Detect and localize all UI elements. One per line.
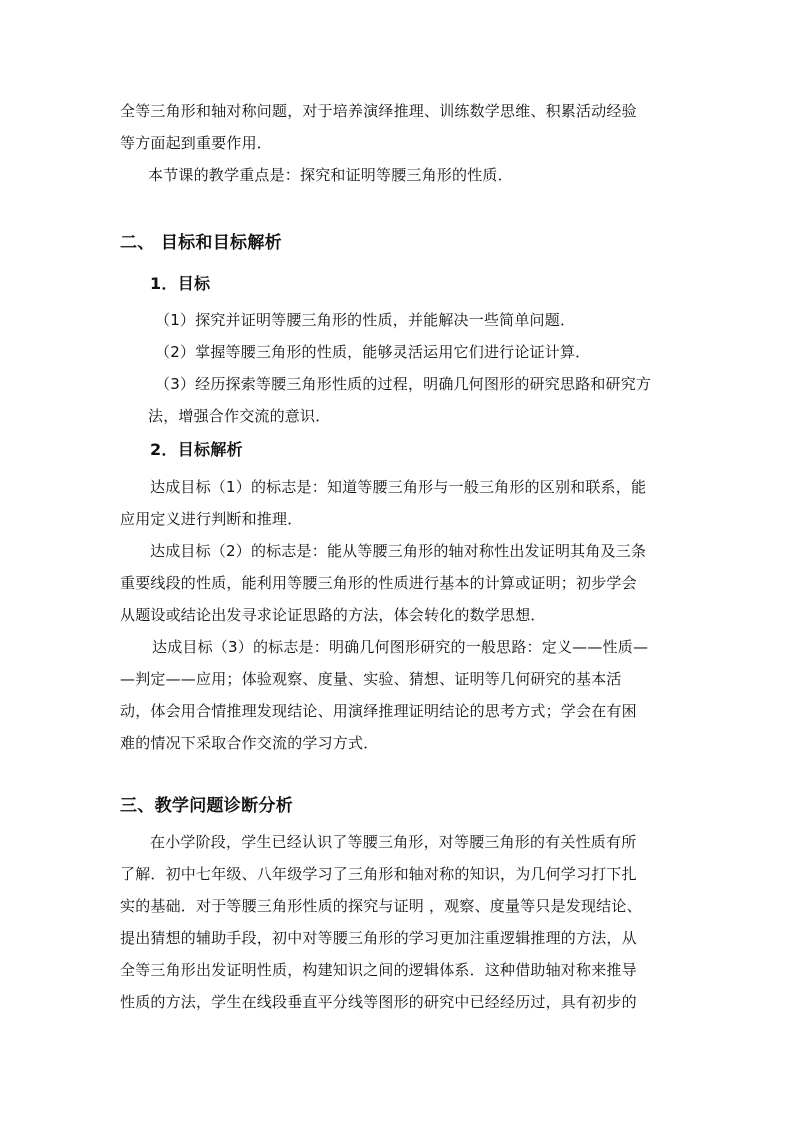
goal-item: 法，增强合作交流的意识． (148, 407, 331, 425)
analysis-line: 从题设或结论出发寻求论证思路的方法，体会转化的数学思想． (120, 606, 546, 624)
diagnosis-line: 了解．初中七年级、八年级学习了三角形和轴对称的知识，为几何学习打下扎 (120, 865, 637, 883)
diagnosis-line: 全等三角形出发证明性质，构建知识之间的逻辑体系．这种借助轴对称来推导 (120, 961, 637, 979)
subsection-heading: 1．目标 (150, 274, 211, 293)
key-point-line: 本节课的教学重点是：探究和证明等腰三角形的性质． (148, 166, 513, 184)
diagnosis-line: 提出猜想的辅助手段，初中对等腰三角形的学习更加注重逻辑推理的方法，从 (120, 929, 637, 947)
intro-line: 全等三角形和轴对称问题，对于培养演绎推理、训练数学思维、积累活动经验 (120, 102, 637, 120)
diagnosis-line: 在小学阶段，学生已经认识了等腰三角形，对等腰三角形的有关性质有所 (150, 833, 637, 851)
analysis-line: 难的情况下采取合作交流的学习方式． (120, 734, 379, 752)
diagnosis-line: 实的基础．对于等腰三角形性质的探究与证明 ，观察、度量等只是发现结论、 (120, 897, 642, 915)
subsection-heading: 2．目标解析 (150, 440, 243, 459)
goal-item: （2）掌握等腰三角形的性质，能够灵活运用它们进行论证计算． (155, 343, 591, 361)
analysis-line: —判定——应用；体验观察、度量、实验、猜想、证明等几何研究的基本活 (120, 670, 622, 688)
analysis-line: 达成目标（1）的标志是：知道等腰三角形与一般三角形的区别和联系，能 (150, 478, 647, 496)
analysis-line: 动，体会用合情推理发现结论、用演绎推理证明结论的思考方式；学会在有困 (120, 702, 637, 720)
analysis-line: 达成目标（3）的标志是：明确几何图形研究的一般思路：定义——性质— (152, 638, 649, 656)
section-heading: 三、教学问题诊断分析 (120, 796, 293, 816)
goal-item: （3）经历探索等腰三角形性质的过程，明确几何图形的研究思路和研究方 (155, 375, 652, 393)
diagnosis-line: 性质的方法，学生在线段垂直平分线等图形的研究中已经经历过，具有初步的 (120, 993, 637, 1011)
intro-line: 等方面起到重要作用． (120, 134, 273, 152)
analysis-line: 应用定义进行判断和推理． (120, 510, 303, 528)
analysis-line: 达成目标（2）的标志是：能从等腰三角形的轴对称性出发证明其角及三条 (150, 542, 647, 560)
section-heading: 二、 目标和目标解析 (120, 233, 282, 253)
goal-item: （1）探究并证明等腰三角形的性质，并能解决一些简单问题． (155, 311, 576, 329)
analysis-line: 重要线段的性质，能利用等腰三角形的性质进行基本的计算或证明；初步学会 (120, 574, 637, 592)
